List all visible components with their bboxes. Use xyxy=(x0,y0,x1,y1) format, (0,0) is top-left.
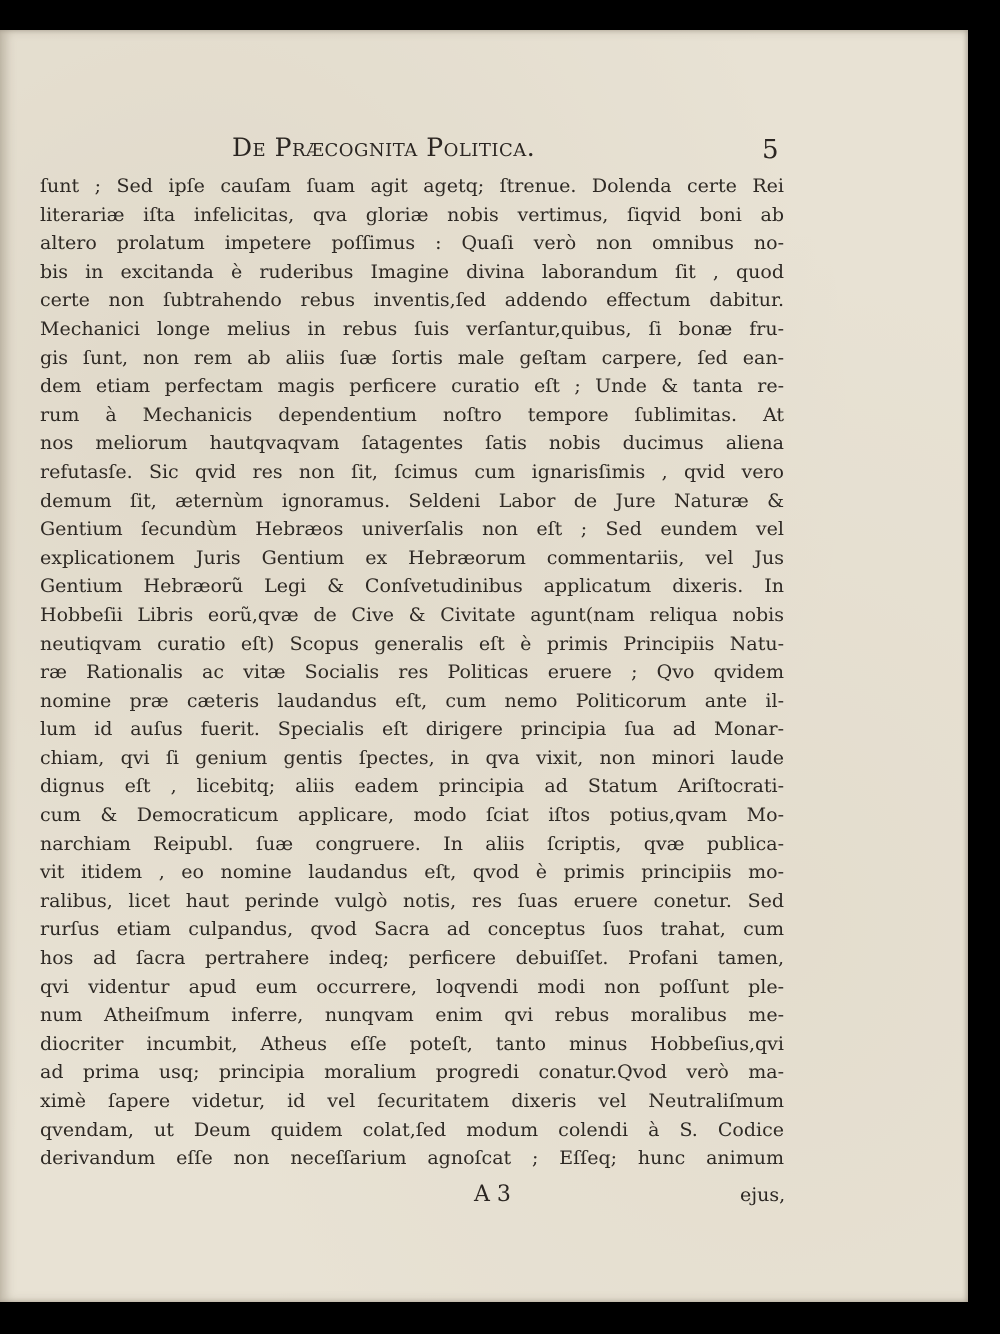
page-footer xyxy=(0,1182,968,1222)
body-text xyxy=(40,172,784,1173)
text-line: explicationem Juris Gentium ex Hebræorum commentariis, vel Jus xyxy=(40,546,784,569)
text-line: chiam, qvi ſi genium gentis ſpectes, in qva vixit, non minori laude xyxy=(40,746,784,769)
running-title: De Præcognita Politica. xyxy=(232,133,536,162)
text-line: rurſus etiam culpandus, qvod Sacra ad conceptus ſuos trahat, cum xyxy=(40,918,784,941)
text-line: gis ſunt, non rem ab aliis ſuæ ſortis male geſtam carpere, ſed ean- xyxy=(40,346,784,369)
text-line: Gentium ſecundùm Hebræos univerſalis non eſt ; Sed eundem vel xyxy=(40,518,784,541)
text-line: rum à Mechanicis dependentium noſtro tempore ſublimitas. At xyxy=(40,403,784,426)
text-line: dignus eſt , licebitq; aliis eadem principia ad Statum Ariſtocrati- xyxy=(40,775,784,798)
text-line: num Atheiſmum inferre, nunqvam enim qvi rebus moralibus me- xyxy=(40,1004,784,1027)
text-line: bis in excitanda è ruderibus Imagine divina laborandum ſit , quod xyxy=(40,260,784,283)
catchword: ejus, xyxy=(740,1184,786,1206)
text-line: qvendam, ut Deum quidem colat,ſed modum colendi à S. Codice xyxy=(40,1118,784,1141)
page-number: 5 xyxy=(762,135,779,165)
running-head xyxy=(0,133,968,173)
text-line: nos meliorum hautqvaqvam ſatagentes ſatis nobis ducimus aliena xyxy=(40,432,784,455)
text-line: dem etiam perfectam magis perficere curatio eſt ; Unde & tanta re- xyxy=(40,375,784,398)
text-line: Hobbeſii Libris eorũ,qvæ de Cive & Civitate agunt(nam reliqua nobis xyxy=(40,603,784,626)
text-line: narchiam Reipubl. ſuæ congruere. In aliis ſcriptis, qvæ publica- xyxy=(40,832,784,855)
text-line: vit itidem , eo nomine laudandus eſt, qvod è primis principiis mo- xyxy=(40,861,784,884)
text-line: derivandum eſſe non neceſſarium agnoſcat ; Eſſeq; hunc animum xyxy=(40,1147,784,1170)
text-line: certe non ſubtrahendo rebus inventis,ſed addendo effectum dabitur. xyxy=(40,289,784,312)
text-line: nomine præ cæteris laudandus eſt, cum nemo Politicorum ante il- xyxy=(40,689,784,712)
text-line: literariæ iſta infelicitas, qva gloriæ nobis vertimus, ſiqvid boni ab xyxy=(40,203,784,226)
text-line: neutiqvam curatio eſt) Scopus generalis eſt è primis Principiis Natu- xyxy=(40,632,784,655)
text-line: refutasſe. Sic qvid res non ſit, ſcimus cum ignarisſimis , qvid vero xyxy=(40,460,784,483)
text-line: ximè ſapere videtur, id vel ſecuritatem dixeris vel Neutraliſmum xyxy=(40,1090,784,1112)
book-page xyxy=(0,30,968,1302)
text-line: cum & Democraticum applicare, modo ſciat iſtos potius,qvam Mo- xyxy=(40,804,784,827)
text-line: hos ad ſacra pertrahere indeq; perficere debuiſſet. Profani tamen, xyxy=(40,947,784,970)
text-line: ræ Rationalis ac vitæ Socialis res Politicas eruere ; Qvo qvidem xyxy=(40,661,784,684)
text-line: altero prolatum impetere poſſimus : Quaſi verò non omnibus no- xyxy=(40,232,784,255)
text-line: Mechanici longe melius in rebus ſuis verſantur,quibus, ſi bonæ fru- xyxy=(40,317,784,340)
text-line: demum ſit, æternùm ignoramus. Seldeni Labor de Jure Naturæ & xyxy=(40,489,784,512)
text-line: ad prima usq; principia moralium progredi conatur.Qvod verò ma- xyxy=(40,1061,784,1084)
text-line: lum id auſus fuerit. Specialis eſt dirigere principia ſua ad Monar- xyxy=(40,718,784,741)
text-line: diocriter incumbit, Atheus eſſe poteſt, tanto minus Hobbeſius,qvi xyxy=(40,1032,784,1055)
text-line: ralibus, licet haut perinde vulgò notis, res ſuas eruere conetur. Sed xyxy=(40,889,784,912)
text-line: ſunt ; Sed ipſe cauſam ſuam agit agetq; ſtrenue. Dolenda certe Rei xyxy=(40,175,784,197)
signature-mark: A 3 xyxy=(474,1182,511,1207)
text-line: qvi videntur apud eum occurrere, loqvendi modi non poſſunt ple- xyxy=(40,975,784,998)
text-line: Gentium Hebræorũ Legi & Conſvetudinibus applicatum dixeris. In xyxy=(40,575,784,598)
